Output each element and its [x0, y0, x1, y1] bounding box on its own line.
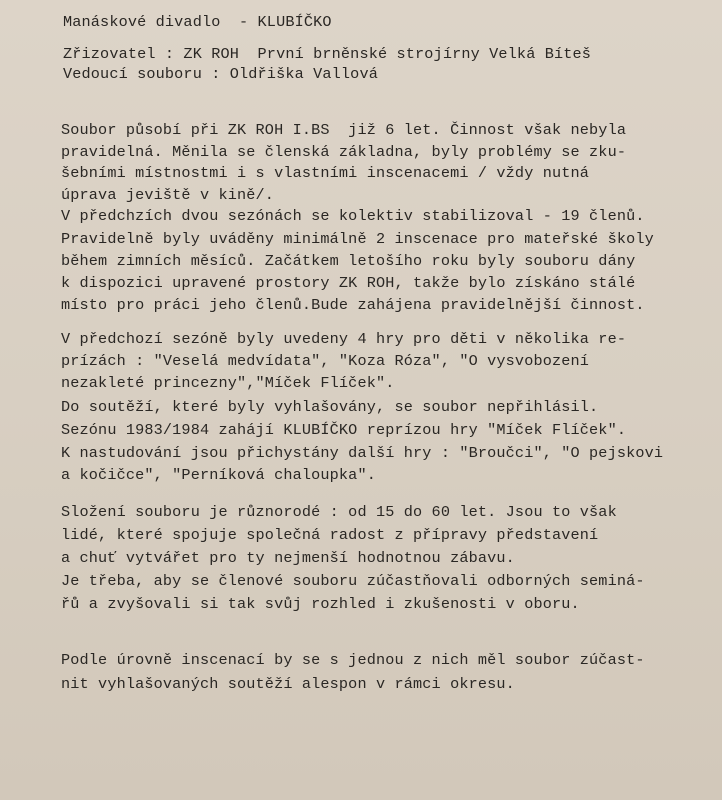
paragraph-2-line: K nastudování jsou přichystány další hry : "Broučci", "O pejskovi — [61, 444, 664, 462]
paragraph-1-line: místo pro práci jeho členů.Bude zahájena pravidelnější činnost. — [61, 296, 645, 314]
paragraph-1-line: šebními místnostmi i s vlastními inscenacemi / vždy nutná — [61, 164, 590, 182]
paragraph-3-line: řů a zvyšovali si tak svůj rozhled i zkušenosti v oboru. — [61, 595, 580, 613]
paragraph-1-line: k dispozici upravené prostory ZK ROH, takže bylo získáno stálé — [61, 274, 636, 292]
leader-line: Vedoucí souboru : Oldřiška Vallová — [63, 65, 378, 83]
paragraph-2-line: V předchozí sezóně byly uvedeny 4 hry pro děti v několika re- — [61, 330, 627, 348]
paragraph-1-line: pravidelná. Měnila se členská základna, byly problémy se zku- — [61, 143, 627, 161]
paragraph-3-line: a chuť vytvářet pro ty nejmenší hodnotnou zábavu. — [61, 549, 515, 567]
paragraph-2-line: Do soutěží, které byly vyhlašovány, se soubor nepřihlásil. — [61, 398, 599, 416]
paragraph-1-line: V předchzích dvou sezónách se kolektiv stabilizoval - 19 členů. — [61, 207, 645, 225]
paragraph-3-line: lidé, které spojuje společná radost z přípravy představení — [61, 526, 599, 544]
paragraph-1-line: Pravidelně byly uváděny minimálně 2 inscenace pro mateřské školy — [61, 230, 654, 248]
paragraph-2-line: nezakleté princezny","Míček Flíček". — [61, 374, 395, 392]
paragraph-1-line: během zimních měsíců. Začátkem letošího roku byly souboru dány — [61, 252, 636, 270]
paragraph-4-line: nit vyhlašovaných soutěží alespon v rámci okresu. — [61, 675, 515, 693]
paragraph-2-line: Sezónu 1983/1984 zahájí KLUBÍČKO reprízou hry "Míček Flíček". — [61, 421, 627, 439]
founder-line: Zřizovatel : ZK ROH První brněnské strojírny Velká Bíteš — [63, 45, 592, 63]
paragraph-2-line: prízách : "Veselá medvídata", "Koza Róza", "O vysvobození — [61, 352, 590, 370]
paragraph-3-line: Je třeba, aby se členové souboru zúčastňovali odborných seminá- — [61, 572, 645, 590]
paragraph-2-line: a kočičce", "Perníková chaloupka". — [61, 466, 376, 484]
document-title: Manáskové divadlo - KLUBÍČKO — [63, 13, 332, 31]
paragraph-1-line: Soubor působí při ZK ROH I.BS již 6 let. Činnost však nebyla — [61, 121, 627, 139]
paragraph-3-line: Složení souboru je různorodé : od 15 do 60 let. Jsou to však — [61, 503, 617, 521]
paragraph-1-line: úprava jeviště v kině/. — [61, 186, 275, 204]
paragraph-4-line: Podle úrovně inscenací by se s jednou z nich měl soubor zúčast- — [61, 651, 645, 669]
